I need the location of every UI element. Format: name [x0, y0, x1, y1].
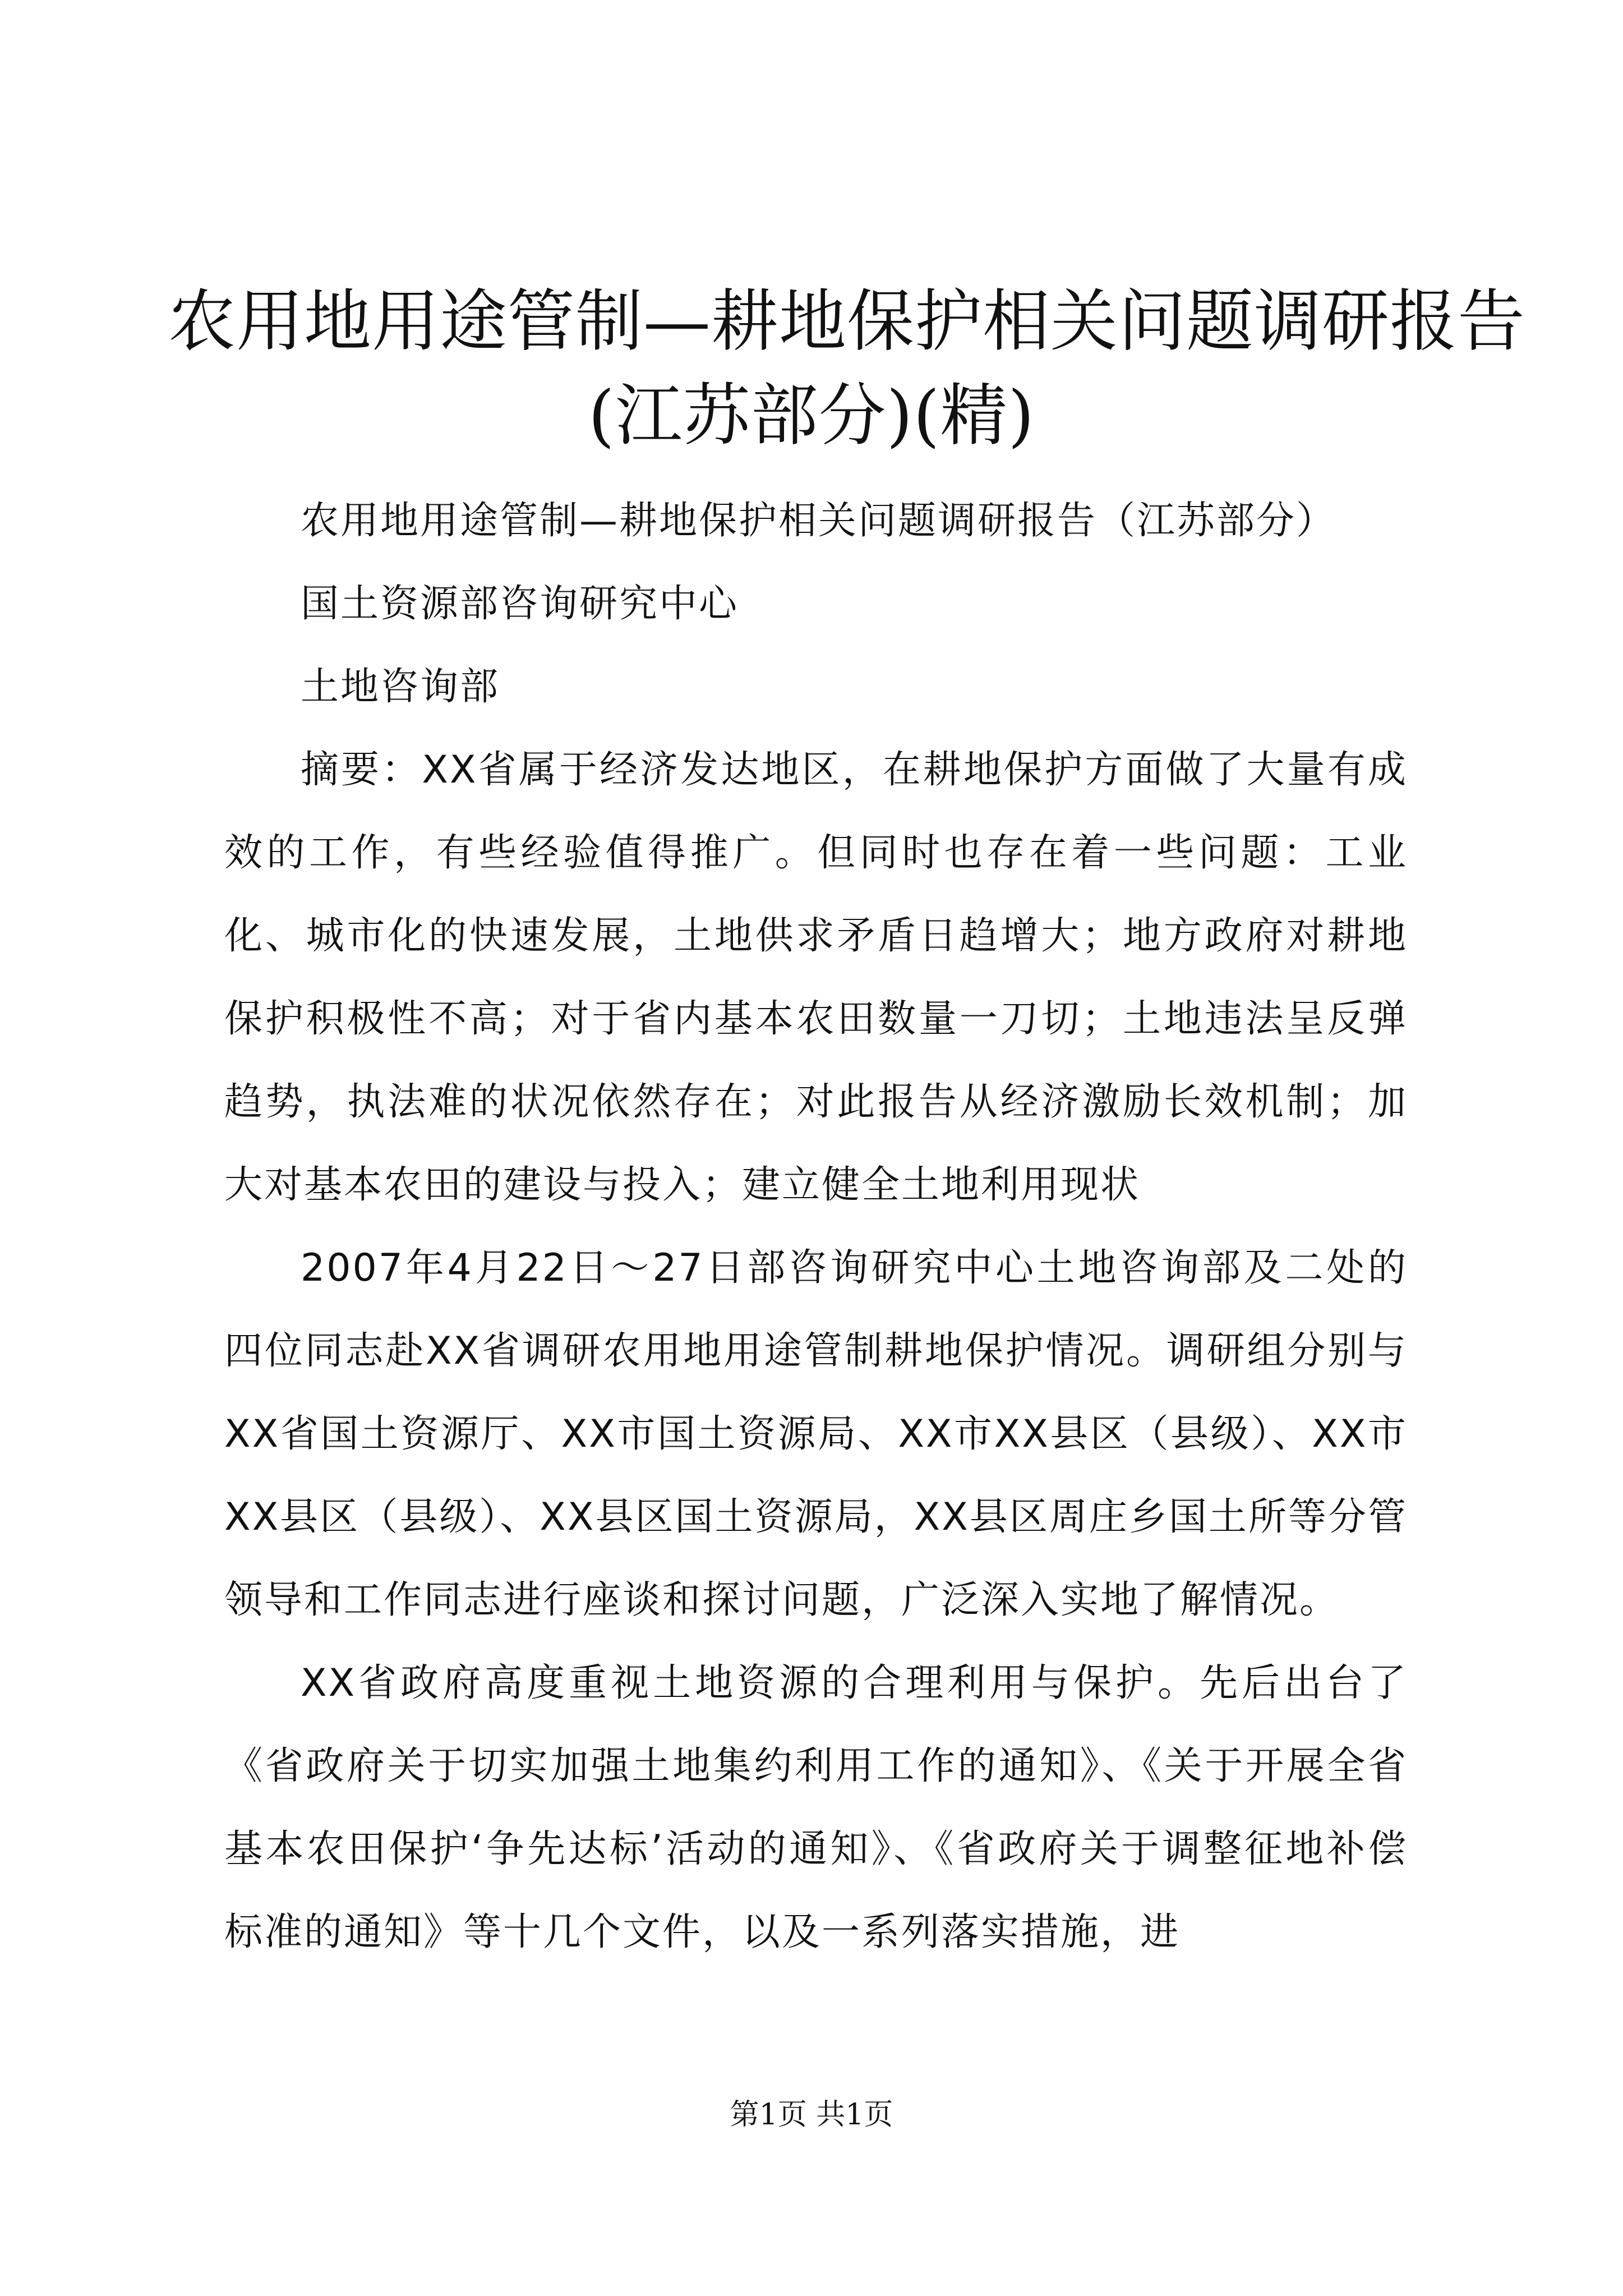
title-line-1: 农用地用途管制—耕地保护相关问题调研报告 — [168, 283, 1525, 361]
abstract-paragraph: 摘要：XX省属于经济发达地区，在耕地保护方面做了大量有成效的工作，有些经验值得推广。但同时也存在着一些问题：工业化、城市化的快速发展，土地供求矛盾日趋增大；地方政府对耕地保护积极性不高；对于省内基本农田数量一刀切；土地违法呈反弹趋势，执法难的状况依然存在；对此报告从经济激励长效机制；加大对基本农田的建设与投入；建立健全土地利用现状 — [224, 748, 1408, 1207]
document-title — [168, 275, 1525, 463]
organization-paragraph: 国土资源部咨询研究中心 — [301, 582, 739, 626]
body-paragraph: XX省政府高度重视土地资源的合理利用与保护。先后出台了《省政府关于切实加强土地集约利用工作的通知》、《关于开展全省基本农田保护‘争先达标’活动的通知》、《省政府关于调整征地补偿标准的通知》等十几个文件，以及一系列落实措施，进 — [224, 1661, 1408, 1954]
subtitle-paragraph: 农用地用途管制—耕地保护相关问题调研报告（江苏部分） — [301, 499, 1336, 543]
document-body — [224, 480, 1408, 1974]
body-paragraph: 2007年4月22日～27日部咨询研究中心土地咨询部及二处的四位同志赴XX省调研农用地用途管制耕地保护情况。调研组分别与XX省国土资源厅、XX市国土资源局、XX市XX县区（县级）、XX市XX县区（县级）、XX县区国土资源局，XX县区周庄乡国土所等分管领导和工作同志进行座谈和探讨问题，广泛深入实地了解情况。 — [224, 1246, 1408, 1622]
department-paragraph: 土地咨询部 — [301, 665, 500, 709]
page-footer: 第1页 共1页 — [730, 2098, 893, 2132]
title-line-2: (江苏部分)(精) — [588, 377, 1035, 455]
